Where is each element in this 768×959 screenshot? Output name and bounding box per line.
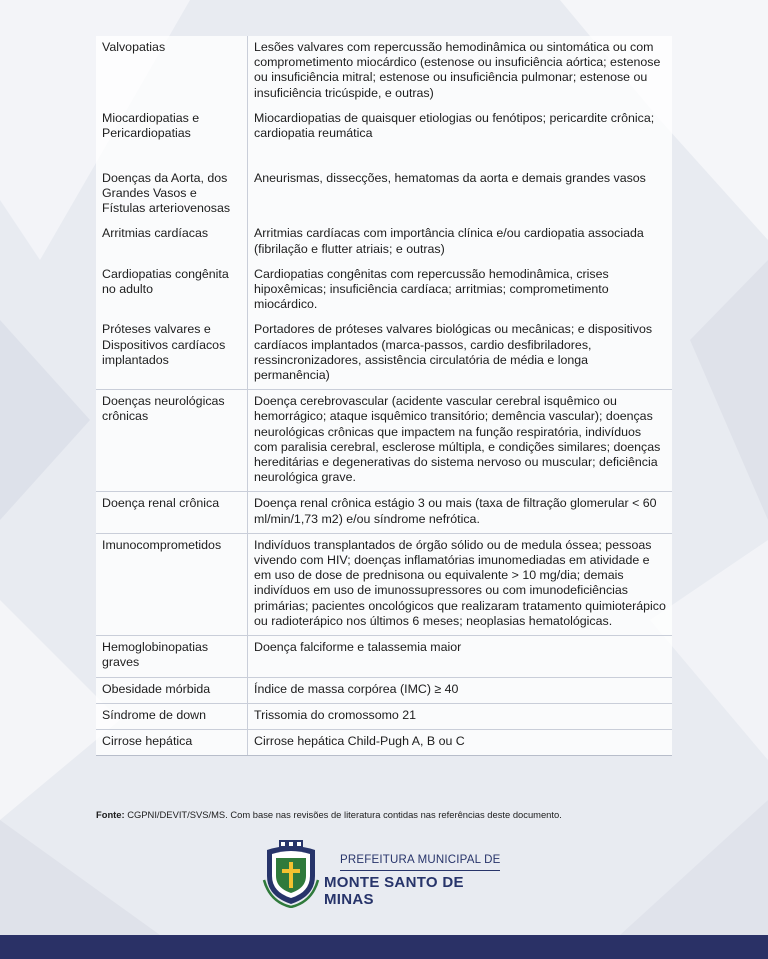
group-cell: Miocardiopatias e Pericardiopatias bbox=[96, 107, 248, 167]
description-cell: Doença renal crônica estágio 3 ou mais (taxa de filtração glomerular < 60 ml/min/1,73 m2) e/ou síndrome nefrótica. bbox=[248, 492, 673, 533]
table-row bbox=[96, 533, 672, 635]
prefeitura-logo bbox=[262, 840, 512, 908]
group-cell: Síndrome de down bbox=[96, 703, 248, 729]
description-cell: Lesões valvares com repercussão hemodinâmica ou sintomática ou com comprometimento miocárdico (estenose ou insuficiência aórtica; estenose ou insuficiência mitral; estenose ou insuficiência pulmonar; estenose ou insuficiência tricúspide, e outras) bbox=[254, 40, 661, 100]
group-cell: Obesidade mórbida bbox=[96, 677, 248, 703]
prefeitura-line1: PREFEITURA MUNICIPAL DE bbox=[340, 854, 501, 866]
table-row bbox=[96, 677, 672, 703]
source-note bbox=[96, 809, 562, 820]
table-row bbox=[96, 36, 672, 107]
group-cell: Doença renal crônica bbox=[96, 492, 248, 533]
group-cell: Cardiopatias congênita no adulto bbox=[96, 263, 248, 319]
table-row bbox=[96, 222, 672, 262]
group-cell: Cirrose hepática bbox=[96, 729, 248, 755]
description-cell: Doença cerebrovascular (acidente vascular cerebral isquêmico ou hemorrágico; ataque isquêmico transitório; demência vascular); doenças neurológicas crônicas que impactem na função respiratória, indivíduos com paralisia cerebral, esclerose múltipla, e condições similares; doenças hereditárias e degenerativas do sistema nervoso ou muscular; deficiência neurológica grave. bbox=[248, 390, 673, 492]
group-cell: Próteses valvares e Dispositivos cardíacos implantados bbox=[96, 318, 248, 389]
table-row bbox=[96, 107, 672, 167]
comorbidities-table bbox=[96, 36, 672, 756]
table-row bbox=[96, 729, 672, 755]
group-cell: Doenças neurológicas crônicas bbox=[96, 390, 248, 492]
description-cell: Miocardiopatias de quaisquer etiologias ou fenótipos; pericardite crônica; cardiopatia reumática bbox=[254, 110, 655, 141]
table-row bbox=[96, 636, 672, 677]
table-row bbox=[96, 492, 672, 533]
group-cell: Arritmias cardíacas bbox=[96, 222, 248, 262]
coat-of-arms-icon bbox=[262, 840, 320, 908]
comorbidities-table-container bbox=[96, 36, 672, 756]
table-row bbox=[96, 263, 672, 319]
description-cell: Doença falciforme e talassemia maior bbox=[248, 636, 673, 677]
description-cell: Índice de massa corpórea (IMC) ≥ 40 bbox=[248, 677, 673, 703]
group-cell: Imunocomprometidos bbox=[96, 533, 248, 635]
description-cell: Aneurismas, dissecções, hematomas da aorta e demais grandes vasos bbox=[254, 170, 646, 185]
description-cell: Arritmias cardíacas com importância clínica e/ou cardiopatia associada (fibrilação e flutter atriais; e outras) bbox=[254, 226, 644, 256]
group-cell: Doenças da Aorta, dos Grandes Vasos e Fístulas arteriovenosas bbox=[96, 167, 248, 223]
table-row bbox=[96, 318, 672, 389]
logo-divider bbox=[340, 870, 500, 871]
description-cell: Cirrose hepática Child-Pugh A, B ou C bbox=[248, 729, 673, 755]
description-cell: Indivíduos transplantados de órgão sólido ou de medula óssea; pessoas vivendo com HIV; doenças inflamatórias imunomediadas em atividade e em uso de dose de prednisona ou equivalente > 10 mg/dia; demais indivíduos em uso de imunossupressores ou com imunodeficiências primárias; pacientes oncológicos que realizaram tratamento quimioterápico ou radioterápico nos últimos 6 meses; neoplasias hematológicas. bbox=[248, 533, 673, 635]
table-row bbox=[96, 390, 672, 492]
group-cell: Hemoglobinopatias graves bbox=[96, 636, 248, 677]
table-row bbox=[96, 703, 672, 729]
prefeitura-line2: MONTE SANTO DE MINAS bbox=[324, 874, 464, 908]
description-cell: Trissomia do cromossomo 21 bbox=[248, 703, 673, 729]
source-label: Fonte: bbox=[96, 809, 125, 820]
description-cell: Cardiopatias congênitas com repercussão hemodinâmica, crises hipoxêmicas; insuficiência cardíaca; arritmias; comprometimento miocárdico. bbox=[254, 266, 609, 312]
description-cell: Portadores de próteses valvares biológicas ou mecânicas; e dispositivos cardíacos implantados (marca-passos, cardio desfibriladores, ressincronizadores, assistência circulatória de média e longa permanência) bbox=[248, 318, 673, 389]
footer-bar bbox=[0, 935, 768, 959]
source-text: CGPNI/DEVIT/SVS/MS. Com base nas revisões de literatura contidas nas referências deste documento. bbox=[124, 809, 562, 820]
table-row bbox=[96, 167, 672, 223]
group-cell: Valvopatias bbox=[96, 36, 248, 107]
